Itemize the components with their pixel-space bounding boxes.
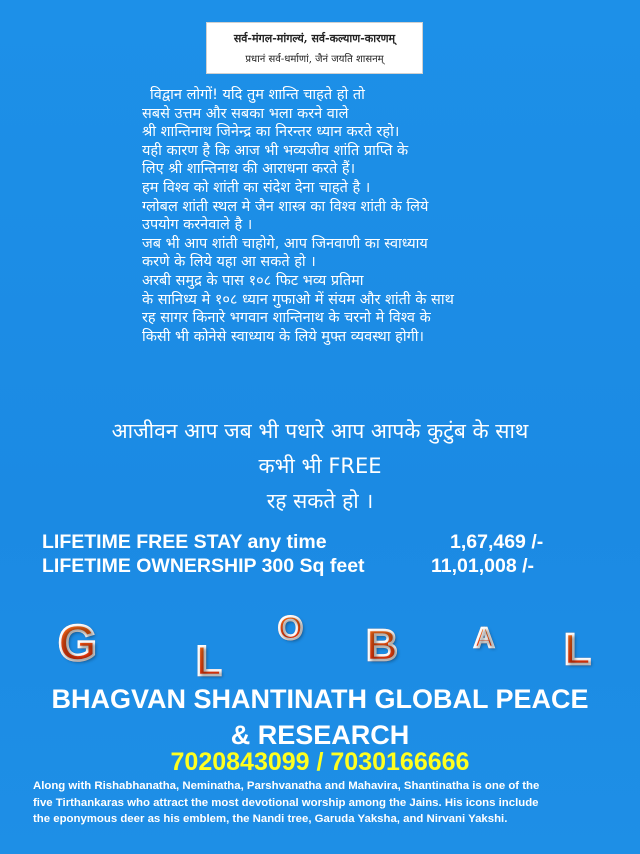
- verse-line: उपयोग करनेवाले है ।: [142, 217, 253, 234]
- verse-line: अरबी समुद्र के पास १०८ फिट भव्य प्रतिमा: [142, 272, 364, 289]
- offer-label: LIFETIME FREE STAY any time: [42, 531, 327, 553]
- organization-name: [0, 681, 640, 753]
- verse-line: रह सागर किनारे भगवान शान्तिनाथ के चरनो मे विश्व के: [142, 310, 431, 327]
- verse-line: ग्लोबल शांती स्थल मे जैन शास्त्र का विश्व शांती के लिये: [142, 198, 429, 215]
- global-letter-o: O: [278, 610, 303, 646]
- header-mantra-box: [206, 22, 423, 74]
- footnote-line: the eponymous deer as his emblem, the Nandi tree, Garuda Yaksha, and Nirvani Yakshi.: [33, 813, 508, 825]
- offer-amount: 11,01,008 /-: [431, 555, 535, 577]
- footnote-description: [33, 778, 633, 828]
- verse-line: सबसे उत्तम और सबका भला करने वाले: [142, 105, 349, 122]
- offer-amount: 1,67,469 /-: [450, 531, 544, 553]
- global-letter-a: A: [474, 622, 495, 653]
- invitation-line: आजीवन आप जब भी पधारे आप आपके कुटुंब के साथ: [111, 419, 529, 443]
- verse-line: किसी भी कोनेसे स्वाध्याय के लिये मुफ्त व्यवस्था होगी।: [142, 328, 425, 345]
- verse-line: जब भी आप शांती चाहोगे, आप जिनवाणी का स्वाध्याय: [142, 235, 428, 252]
- verse-line: के सानिध्य मे १०८ ध्यान गुफाओ में संयम और शांती के साथ: [142, 291, 454, 308]
- verse-line: करणे के लिये यहा आ सकते हो ।: [142, 254, 316, 271]
- offer-label: LIFETIME OWNERSHIP 300 Sq feet: [42, 555, 365, 577]
- header-mantra-line-2: प्रधानं सर्व-धर्माणां, जैनं जयति शासनम्: [245, 54, 384, 65]
- verse-line: विद्वान लोगों! यदि तुम शान्ति चाहते हो तो: [150, 87, 365, 103]
- verse-line: श्री शान्तिनाथ जिनेन्द्र का निरन्तर ध्यान करते रहो।: [142, 124, 400, 141]
- header-mantra-line-1: सर्व-मंगल-मांगल्यं, सर्व-कल्याण-कारणम्: [233, 32, 396, 45]
- organization-name-line-1: BHAGVAN SHANTINATH GLOBAL PEACE: [51, 684, 589, 714]
- global-letter-l: L: [196, 637, 222, 684]
- invitation-block: [0, 414, 640, 519]
- invitation-line: कभी भी FREE: [258, 454, 382, 478]
- footnote-line: Along with Rishabhanatha, Neminatha, Parshvanatha and Mahavira, Shantinatha is one of the: [33, 780, 540, 792]
- verse-line: यही कारण है कि आज भी भव्यजीव शांति प्राप्ति के: [142, 142, 409, 159]
- global-letter-l: L: [564, 625, 591, 674]
- verse-line: हम विश्व को शांती का संदेश देना चाहते है ।: [142, 179, 371, 196]
- global-letter-g: G: [58, 615, 97, 671]
- verse-line: लिए श्री शान्तिनाथ की आराधना करते हैं।: [142, 161, 356, 178]
- footnote-line: five Tirthankaras who attract the most devotional worship among the Jains. His icons include: [33, 796, 539, 809]
- invitation-line: रह सकते हो ।: [266, 489, 374, 513]
- organization-name-line-2: & RESEARCH: [230, 720, 410, 750]
- global-letter-b: B: [366, 621, 398, 670]
- contact-phones: 7020843099 / 7030166666: [170, 748, 470, 776]
- hindi-verse-block: [142, 86, 562, 346]
